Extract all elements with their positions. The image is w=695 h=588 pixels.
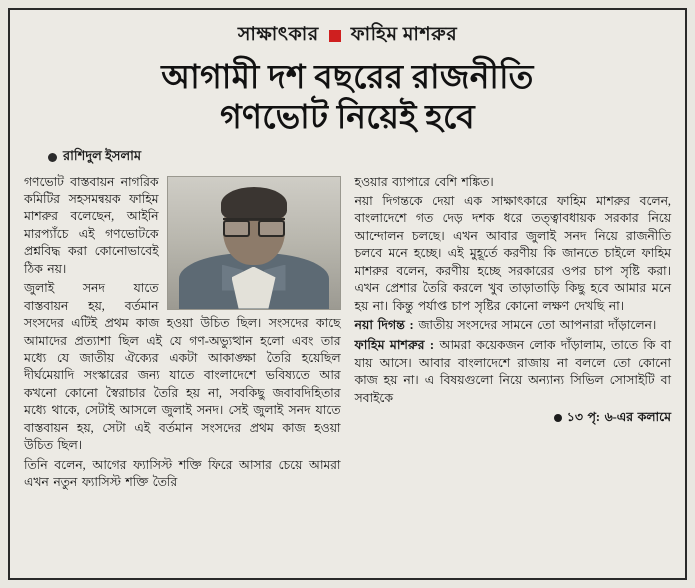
qa-speaker: ফাহিম মাশরুর [354, 338, 425, 352]
paragraph: তিনি বলেন, আগের ফ্যাসিস্ট শক্তি ফিরে আসার চেয়ে আমরা এখন নতুন ফ্যাসিস্ট শক্তি তৈরি [24, 457, 341, 490]
glasses-icon [223, 218, 285, 235]
paragraph: গণভোট বাস্তবায়ন নাগরিক কমিটির সহসমন্বয়ক ফাহিম মাশরুর বলেছেন, আইনি মারপ্যাঁচে এই গণভোটকে প্রশ্নবিদ্ধ করা কোনোভাবেই ঠিক নয়। [24, 174, 159, 276]
jump-line-text: ১৩ পৃ: ৬-এর কলামে [566, 410, 671, 425]
kicker-label-right: ফাহিম মাশরুর [350, 24, 458, 45]
paragraph: নয়া দিগন্তকে দেয়া এক সাক্ষাৎকারে ফাহিম মাশরুর বলেন, বাংলাদেশে গত দেড় দশক ধরে তত্ত্বাবধায়ক সরকার নিয়ে আন্দোলন চলছে। এখন আবার জুলাই সনদ নিয়ে রাজনীতি চলবে মনে হচ্ছে। এই মুহূর্তে করণীয় কি জানতে চাইলে ফাহিম মাশরুর বলেন, করণীয় হচ্ছে সরকারের ওপর চাপ সৃষ্টি করা। এখন প্রেশার তৈরি করলে খুব তাড়াতাড়ি কিছু হবে আমার মনে হয় না। কিন্তু পর্যাপ্ত চাপ সৃষ্টির কোনো লক্ষণ দেখছি না। [354, 193, 671, 313]
byline [48, 147, 671, 168]
qa-separator: : [424, 338, 440, 352]
kicker [24, 20, 671, 52]
kicker-label-left: সাক্ষাৎকার [237, 24, 319, 45]
byline-author: রাশিদুল ইসলাম [63, 147, 142, 163]
paragraph: হওয়ার ব্যাপারে বেশি শঙ্কিত। [354, 174, 494, 189]
photo-subject-hair [221, 187, 287, 221]
red-square-icon [329, 30, 341, 42]
jump-line [355, 409, 672, 427]
headline-line-1: আগামী দশ বছরের রাজনীতি [161, 60, 534, 96]
qa-text: জাতীয় সংসদের সামনে তো আপনারা দাঁড়ালেন। [418, 318, 657, 333]
bullet-icon [48, 153, 57, 162]
qa-separator: : [404, 318, 419, 333]
article-body [24, 174, 671, 494]
qa-block [355, 337, 672, 407]
qa-speaker: নয়া দিগন্ত [354, 318, 405, 333]
page-title [28, 58, 667, 139]
interview-photo [167, 176, 341, 310]
paragraph: জুলাই সনদ যাতে বাস্তবায়ন হয়, বর্তমান সংসদের এটিই প্রথম কাজ হওয়া উচিত ছিল। সংসদের কাছে আমাদের প্রত্যাশা ছিল এই যে গণ-অভ্যুত্থান হলো এবং তার মধ্যে যে জাতীয় ঐক্যের একটা আকাঙ্ক্ষা তৈরি হয়েছিল দীর্ঘমেয়াদি সংস্কারের জন্য যাতে বাংলাদেশে ভবিষ্যতে আর কখনো কোনো স্বৈরাচার তৈরি হয় না, সবকিছু জবাবদিহিতার মধ্যে থাকে, সেটাই আসলে জুলাই সনদ। সেই জুলাই সনদ যাতে বাস্তবায়ন হয়, সেটা এই বর্তমান সংসদের প্রথম কাজ হওয়া উচিত ছিল। [24, 281, 341, 453]
article-frame [8, 8, 687, 580]
column-right [355, 174, 672, 427]
bullet-icon [554, 414, 562, 422]
column-left [24, 174, 341, 494]
qa-text: আমরা কয়েকজন লোক দাঁড়ালাম, তাতে কি বা যায় আসে। আবার বাংলাদেশে রাজায় না বললে তো কোনো কাজ হয় না। এ বিষয়গুলো নিয়ে অন্যান্য সিভিল সোসাইটি বা সবাইকে [354, 338, 672, 405]
headline-line-2: গণভোট নিয়েই হবে [220, 100, 475, 137]
qa-block [355, 317, 672, 335]
